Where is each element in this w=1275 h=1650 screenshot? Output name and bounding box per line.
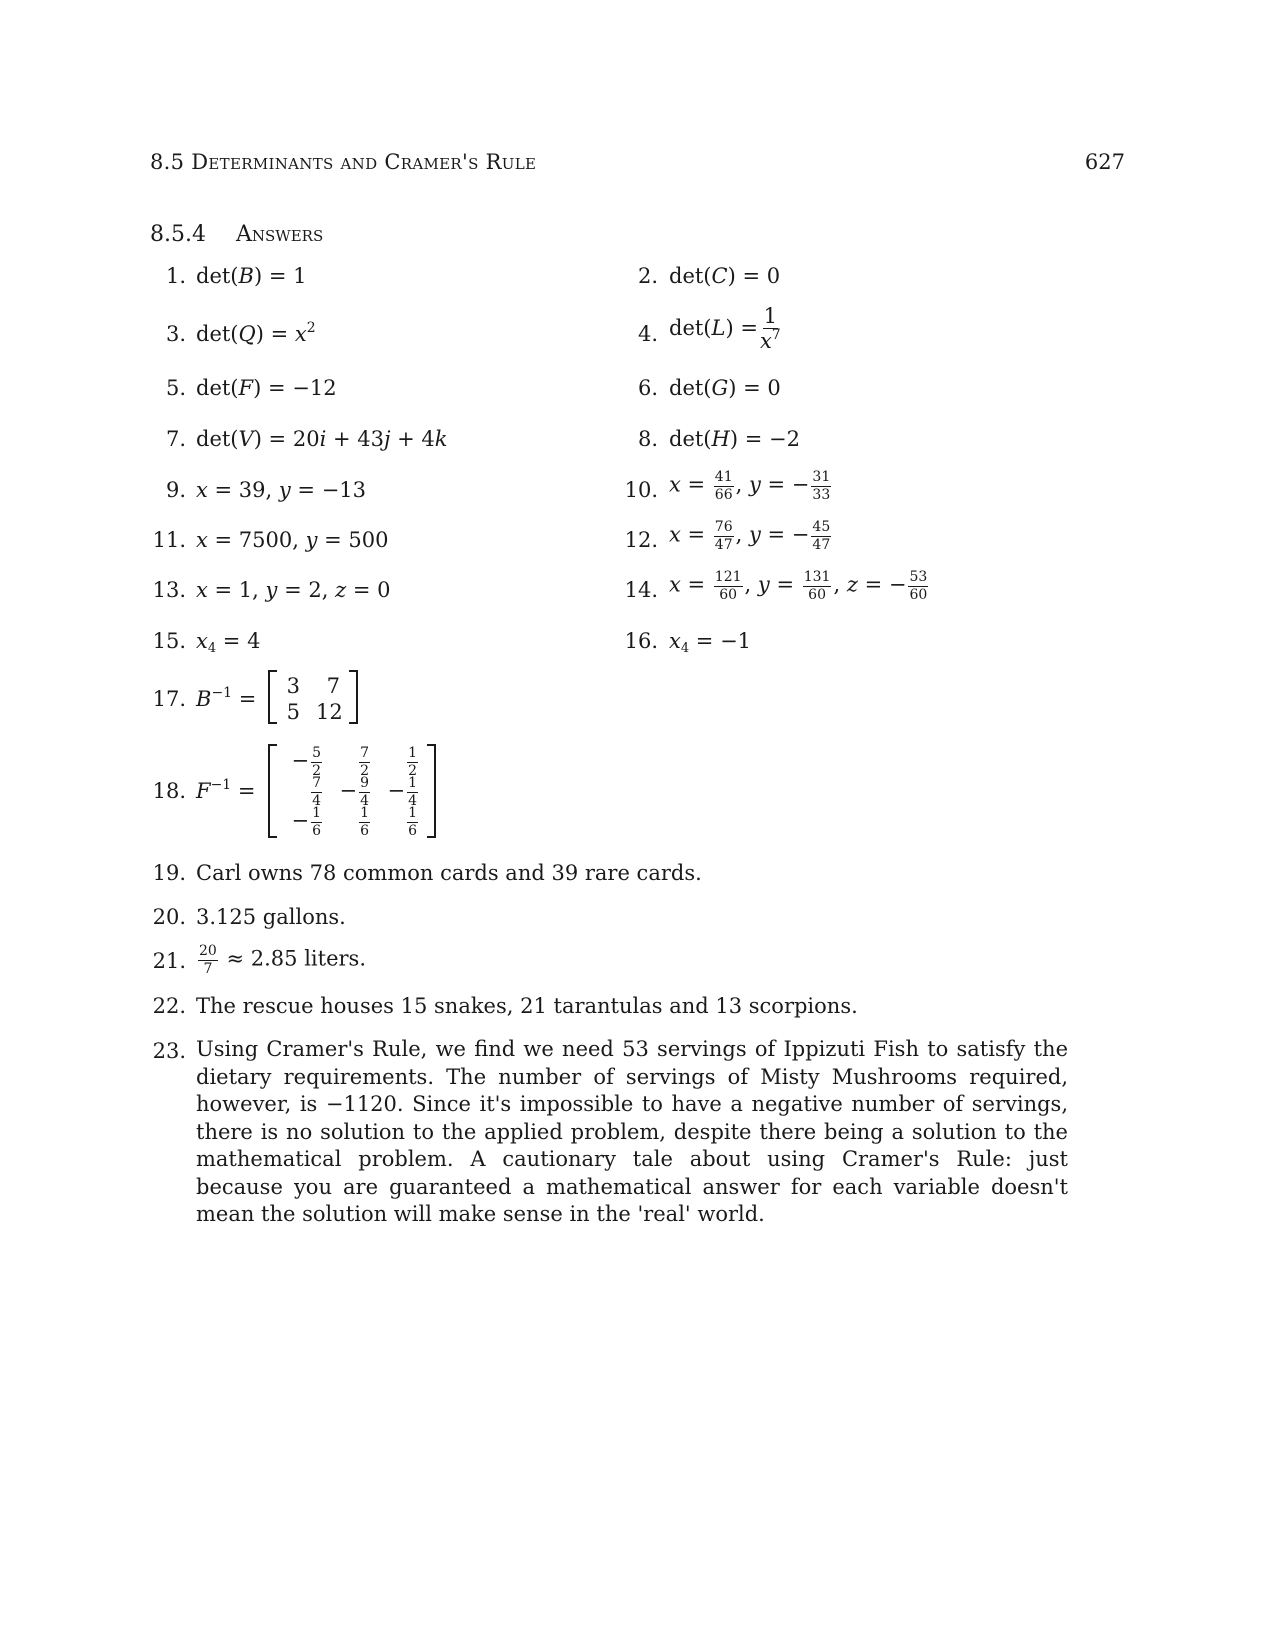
answer-20: 3.125 gallons.	[196, 905, 346, 929]
answer-number-22: 22.	[152, 994, 186, 1018]
answer-9: x = 39, y = −13	[196, 478, 367, 502]
matrix-cell: $\frac{1}{6}$	[408, 805, 417, 839]
answer-19: Carl owns 78 common cards and 39 rare cards.	[196, 861, 702, 885]
matrix-b-inverse	[268, 670, 358, 724]
answer-number-6: 6.	[637, 376, 658, 400]
answer-number-9: 9.	[165, 478, 186, 502]
answer-number-3: 3.	[165, 322, 186, 346]
matrix-cell: − $\frac{1}{4}$	[387, 775, 417, 809]
header-section-number: 8.5	[150, 150, 185, 174]
answer-1: det(B) = 1	[196, 264, 307, 288]
answer-number-21: 21.	[152, 949, 186, 973]
matrix-cell: $\frac{7}{4}$	[312, 775, 321, 809]
answer-number-4: 4.	[637, 322, 658, 346]
answer-4: det(L) = $\frac{1}{x^7}$	[669, 304, 781, 354]
answer-15: $x_4 = 4$	[196, 629, 261, 656]
answer-number-14: 14.	[624, 578, 658, 602]
answer-number-2: 2.	[637, 264, 658, 288]
fraction-4: $\frac{1}{x^7}$	[759, 304, 781, 354]
answer-3: $\det(Q) = x^2$	[196, 320, 316, 346]
answer-22: The rescue houses 15 snakes, 21 tarantulas and 13 scorpions.	[196, 994, 858, 1018]
answer-5: det(F) = −12	[196, 376, 337, 400]
right-bracket	[427, 744, 436, 838]
answer-number-12: 12.	[624, 528, 658, 552]
answer-number-19: 19.	[152, 861, 186, 885]
answer-10: x = $\frac{41}{66}$ , y = − $\frac{31}{33}$	[669, 469, 831, 503]
answer-number-17: 17.	[152, 687, 186, 711]
answer-number-13: 13.	[152, 578, 186, 602]
section-title: Answers	[236, 222, 324, 247]
answer-7: det(V) = 20i + 43j + 4k	[196, 427, 448, 451]
answer-number-7: 7.	[165, 427, 186, 451]
answer-number-18: 18.	[152, 779, 186, 803]
matrix-cell: 3	[286, 674, 300, 698]
answer-number-1: 1.	[165, 264, 186, 288]
answer-12: x = $\frac{76}{47}$ , y = − $\frac{45}{47}$	[669, 519, 831, 553]
answer-number-23: 23.	[152, 1039, 186, 1063]
matrix-cell: $\frac{7}{2}$	[360, 745, 369, 779]
left-bracket	[268, 670, 277, 724]
matrix-cell: $\frac{1}{6}$	[360, 805, 369, 839]
answer-16: $x_4 = -1$	[669, 629, 752, 656]
right-bracket	[349, 670, 358, 724]
section-number: 8.5.4	[150, 222, 206, 247]
answer-21: $\frac{20}{7}$ ≈ 2.85 liters.	[199, 943, 366, 977]
page-number: 627	[1084, 150, 1125, 174]
answer-number-20: 20.	[152, 905, 186, 929]
answer-17-label: $B^{-1}$ =	[196, 685, 257, 711]
header-title: Determinants and Cramer's Rule	[191, 150, 537, 174]
matrix-cell: $\frac{1}{2}$	[408, 745, 417, 779]
answer-11: x = 7500, y = 500	[196, 528, 389, 552]
matrix-cell: 12	[316, 700, 343, 724]
matrix-cell: − $\frac{5}{2}$	[291, 745, 321, 779]
answer-number-8: 8.	[637, 427, 658, 451]
answer-14: x = $\frac{121}{60}$ , y = $\frac{131}{60}$ , z = − $\frac{53}{60}$	[669, 569, 928, 603]
matrix-cell: − $\frac{9}{4}$	[339, 775, 369, 809]
answer-23: Using Cramer's Rule, we find we need 53 servings of Ippizuti Fish to satisfy the dietary requirements. The number of servings of Misty Mushrooms required, however, is −1120. Since it's impossible to have a negative number of servings, there is no solution to the applied problem, despite there being a solution to the mathematical problem. A cautionary tale about using Cramer's Rule: just because you are guaranteed a mathematical answer for each variable doesn't mean the solution will make sense in the 'real' world.	[196, 1037, 1068, 1226]
answer-2: det(C) = 0	[669, 264, 781, 288]
answer-number-15: 15.	[152, 629, 186, 653]
answer-8: det(H) = −2	[669, 427, 800, 451]
matrix-cell: 7	[326, 674, 340, 698]
matrix-f-inverse	[268, 744, 436, 840]
matrix-cell: 5	[286, 700, 300, 724]
answer-18-label: $F^{-1}$ =	[196, 777, 256, 803]
answer-number-10: 10.	[624, 478, 658, 502]
answer-13: x = 1, y = 2, z = 0	[196, 578, 391, 602]
running-header	[150, 152, 536, 173]
answer-number-11: 11.	[152, 528, 186, 552]
answer-number-5: 5.	[165, 376, 186, 400]
answer-number-16: 16.	[624, 629, 658, 653]
left-bracket	[268, 744, 277, 838]
matrix-cell: − $\frac{1}{6}$	[291, 805, 321, 839]
answer-6: det(G) = 0	[669, 376, 781, 400]
